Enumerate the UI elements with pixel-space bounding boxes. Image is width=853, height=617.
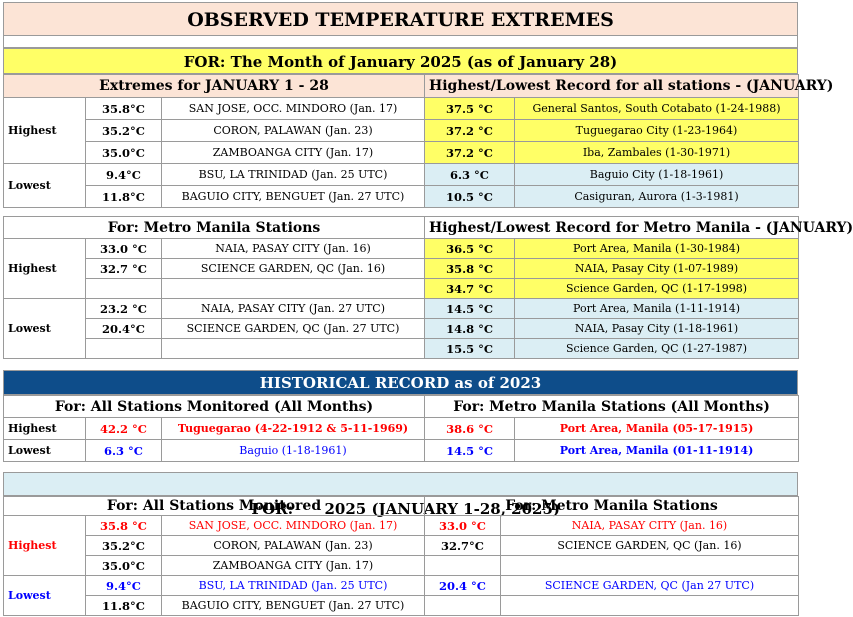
record-location: Iba, Zambales (1-30-1971)	[515, 142, 799, 164]
highest-label: Highest	[4, 239, 86, 299]
station-location: ZAMBOANGA CITY (Jan. 17)	[162, 556, 425, 576]
temp-value: 11.8°C	[86, 186, 162, 208]
section2-right-header: Highest/Lowest Record for Metro Manila - (JANUARY)	[425, 217, 799, 239]
temp-value: 35.0°C	[86, 556, 162, 576]
current-year-title: FOR: 2025 (JANUARY 1-28, 2025)	[251, 500, 561, 518]
station-location: SCIENCE GARDEN, QC (Jan. 16)	[162, 259, 425, 279]
mm-station-location: SCIENCE GARDEN, QC (Jan 27 UTC)	[501, 576, 799, 596]
station-location: CORON, PALAWAN (Jan. 23)	[162, 120, 425, 142]
mm-temp-value: 14.5 °C	[425, 440, 515, 462]
lowest-label: Lowest	[4, 440, 86, 462]
historical-title-bar	[3, 370, 798, 395]
record-value: 35.8 °C	[425, 259, 515, 279]
temp-value: 35.8 °C	[86, 516, 162, 536]
section2-table	[3, 216, 853, 359]
temp-value: 9.4°C	[86, 164, 162, 186]
mm-temp-value: 38.6 °C	[425, 418, 515, 440]
temp-value	[86, 279, 162, 299]
station-location: NAIA, PASAY CITY (Jan. 16)	[162, 239, 425, 259]
record-value: 37.2 °C	[425, 142, 515, 164]
mm-station-location: Port Area, Manila (01-11-1914)	[515, 440, 799, 462]
station-location: CORON, PALAWAN (Jan. 23)	[162, 536, 425, 556]
temp-value: 33.0 °C	[86, 239, 162, 259]
record-location: NAIA, Pasay City (1-07-1989)	[515, 259, 799, 279]
record-location: Port Area, Manila (1-11-1914)	[515, 299, 799, 319]
temp-value: 35.2°C	[86, 120, 162, 142]
section3-right-header: For: Metro Manila Stations (All Months)	[425, 396, 799, 418]
mm-temp-value: 20.4 °C	[425, 576, 501, 596]
station-location: NAIA, PASAY CITY (Jan. 27 UTC)	[162, 299, 425, 319]
section3-table	[3, 395, 799, 462]
temp-value	[86, 339, 162, 359]
temp-value: 35.2°C	[86, 536, 162, 556]
station-location	[162, 279, 425, 299]
record-value: 15.5 °C	[425, 339, 515, 359]
record-location: Science Garden, QC (1-17-1998)	[515, 279, 799, 299]
section4-left-header: For: All Stations Monitored	[4, 497, 425, 516]
subtitle: FOR: The Month of January 2025 (as of January 28)	[183, 53, 618, 71]
mm-station-location: SCIENCE GARDEN, QC (Jan. 16)	[501, 536, 799, 556]
temp-value: 20.4°C	[86, 319, 162, 339]
temp-value: 23.2 °C	[86, 299, 162, 319]
mm-station-location	[501, 596, 799, 616]
record-value: 34.7 °C	[425, 279, 515, 299]
title-bar	[3, 2, 798, 36]
station-location	[162, 339, 425, 359]
mm-temp-value: 32.7°C	[425, 536, 501, 556]
record-location: Baguio City (1-18-1961)	[515, 164, 799, 186]
record-location: Port Area, Manila (1-30-1984)	[515, 239, 799, 259]
section2-left-header: For: Metro Manila Stations	[4, 217, 425, 239]
section4-table	[3, 496, 799, 616]
lowest-label: Lowest	[4, 299, 86, 359]
section1-left-header: Extremes for JANUARY 1 - 28	[4, 75, 425, 98]
mm-temp-value	[425, 556, 501, 576]
station-location: Baguio (1-18-1961)	[162, 440, 425, 462]
mm-station-location	[501, 556, 799, 576]
station-location: BAGUIO CITY, BENGUET (Jan. 27 UTC)	[162, 596, 425, 616]
record-value: 10.5 °C	[425, 186, 515, 208]
mm-temp-value: 33.0 °C	[425, 516, 501, 536]
station-location: BSU, LA TRINIDAD (Jan. 25 UTC)	[162, 164, 425, 186]
station-location: Tuguegarao (4-22-1912 & 5-11-1969)	[162, 418, 425, 440]
section1-table	[3, 74, 834, 208]
spacer	[3, 36, 798, 48]
section1-right-header: Highest/Lowest Record for all stations - (JANUARY)	[425, 75, 799, 98]
temp-value: 9.4°C	[86, 576, 162, 596]
lowest-label: Lowest	[4, 164, 86, 208]
mm-station-location: Port Area, Manila (05-17-1915)	[515, 418, 799, 440]
station-location: ZAMBOANGA CITY (Jan. 17)	[162, 142, 425, 164]
temp-value: 35.0°C	[86, 142, 162, 164]
highest-label: Highest	[4, 418, 86, 440]
page-title: OBSERVED TEMPERATURE EXTREMES	[187, 9, 614, 31]
temp-value: 35.8°C	[86, 98, 162, 120]
mm-station-location: NAIA, PASAY CITY (Jan. 16)	[501, 516, 799, 536]
lowest-label: Lowest	[4, 576, 86, 616]
record-location: Casiguran, Aurora (1-3-1981)	[515, 186, 799, 208]
station-location: BSU, LA TRINIDAD (Jan. 25 UTC)	[162, 576, 425, 596]
subtitle-bar	[3, 48, 798, 74]
temp-value: 42.2 °C	[86, 418, 162, 440]
record-value: 37.5 °C	[425, 98, 515, 120]
record-location: NAIA, Pasay City (1-18-1961)	[515, 319, 799, 339]
temp-value: 6.3 °C	[86, 440, 162, 462]
record-value: 37.2 °C	[425, 120, 515, 142]
record-location: General Santos, South Cotabato (1-24-1988)	[515, 98, 799, 120]
highest-label: Highest	[4, 98, 86, 164]
record-location: Science Garden, QC (1-27-1987)	[515, 339, 799, 359]
record-value: 36.5 °C	[425, 239, 515, 259]
temp-value: 11.8°C	[86, 596, 162, 616]
historical-title: HISTORICAL RECORD as of 2023	[259, 374, 542, 392]
record-value: 14.8 °C	[425, 319, 515, 339]
section4-right-header: For: Metro Manila Stations	[425, 497, 799, 516]
highest-label: Highest	[4, 516, 86, 576]
temp-value: 32.7 °C	[86, 259, 162, 279]
station-location: SCIENCE GARDEN, QC (Jan. 27 UTC)	[162, 319, 425, 339]
mm-temp-value	[425, 596, 501, 616]
section3-left-header: For: All Stations Monitored (All Months)	[4, 396, 425, 418]
record-value: 6.3 °C	[425, 164, 515, 186]
record-value: 14.5 °C	[425, 299, 515, 319]
station-location: SAN JOSE, OCC. MINDORO (Jan. 17)	[162, 98, 425, 120]
record-location: Tuguegarao City (1-23-1964)	[515, 120, 799, 142]
station-location: BAGUIO CITY, BENGUET (Jan. 27 UTC)	[162, 186, 425, 208]
station-location: SAN JOSE, OCC. MINDORO (Jan. 17)	[162, 516, 425, 536]
